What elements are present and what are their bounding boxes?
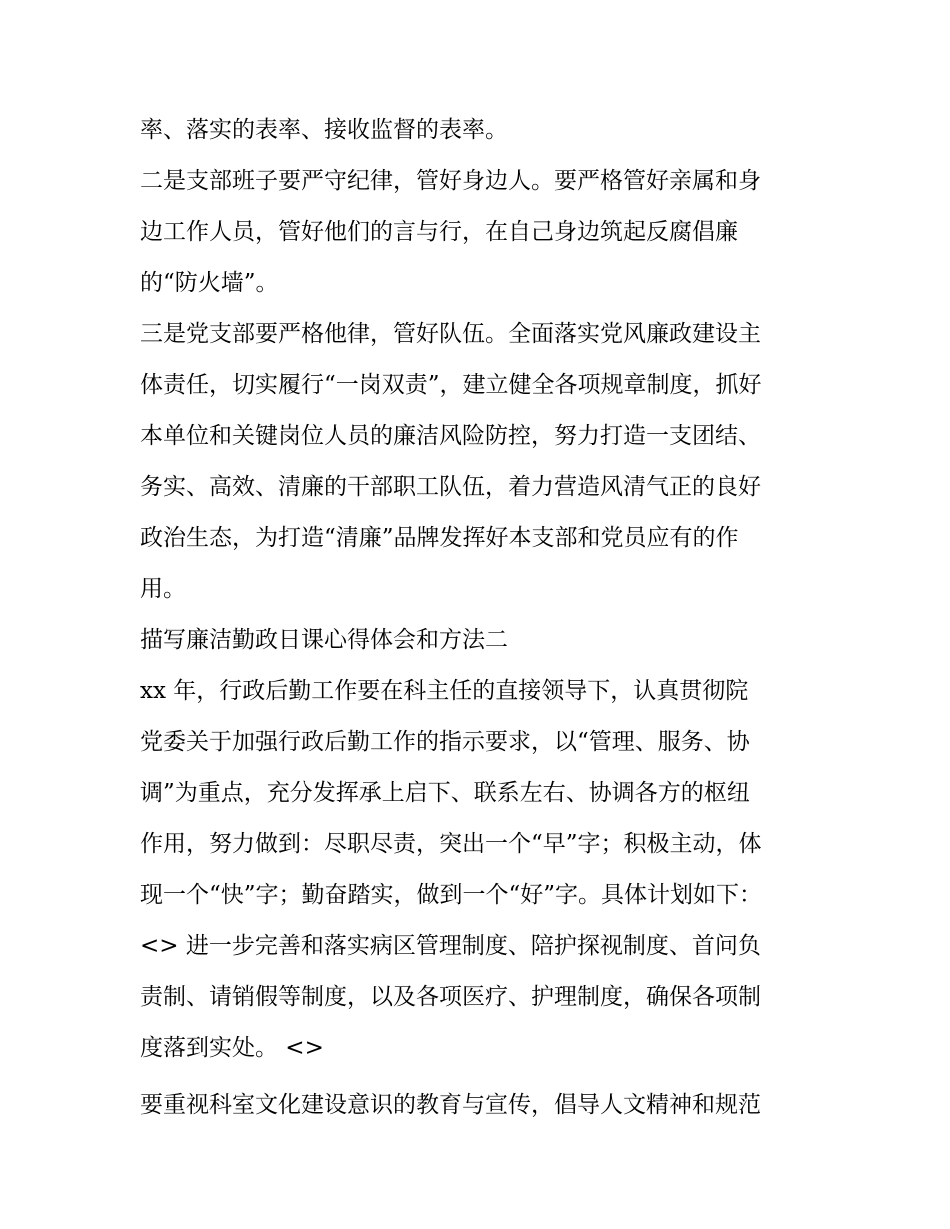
text-line-16: 现一个“快”字；勤奋踏实，做到一个“好”字。具体计划如下：	[140, 882, 763, 908]
text-line-15: 作用，努力做到：尽职尽责，突出一个“早”字；积极主动，体	[140, 831, 762, 857]
text-line-8: 务实、高效、清廉的干部职工队伍，着力营造风清气正的良好	[140, 474, 761, 500]
text-line-12: xx 年，行政后勤工作要在科主任的直接领导下，认真贯彻院	[140, 678, 749, 704]
text-line-13: 党委关于加强行政后勤工作的指示要求，以“管理、服务、协	[140, 729, 750, 755]
text-line-9: 政治生态，为打造“清廉”品牌发挥好本支部和党员应有的作	[140, 525, 739, 551]
text-line-19: 度落到实处。 <>	[140, 1035, 324, 1061]
text-line-17: <> 进一步完善和落实病区管理制度、陪护探视制度、首问负	[140, 933, 761, 959]
text-line-5: 三是党支部要严格他律，管好队伍。全面落实党风廉政建设主	[140, 321, 761, 347]
text-line-20: 要重视科室文化建设意识的教育与宣传，倡导人文精神和规范	[140, 1092, 761, 1118]
section-heading: 描写廉洁勤政日课心得体会和方法二	[140, 627, 508, 653]
text-line-18: 责制、请销假等制度，以及各项医疗、护理制度，确保各项制	[140, 984, 761, 1010]
text-line-3: 边工作人员，管好他们的言与行，在自己身边筑起反腐倡廉	[140, 219, 738, 245]
text-line-10: 用。	[140, 576, 186, 602]
text-line-1: 率、落实的表率、接收监督的表率。	[140, 117, 508, 143]
text-line-4: 的“防火墙”。	[140, 270, 279, 296]
text-line-14: 调”为重点，充分发挥承上启下、联系左右、协调各方的枢纽	[140, 780, 750, 806]
text-line-2: 二是支部班子要严守纪律，管好身边人。要严格管好亲属和身	[140, 168, 761, 194]
text-line-7: 本单位和关键岗位人员的廉洁风险防控，努力打造一支团结、	[140, 423, 761, 449]
text-line-6: 体责任，切实履行“一岗双责”，建立健全各项规章制度，抓好	[140, 372, 762, 398]
